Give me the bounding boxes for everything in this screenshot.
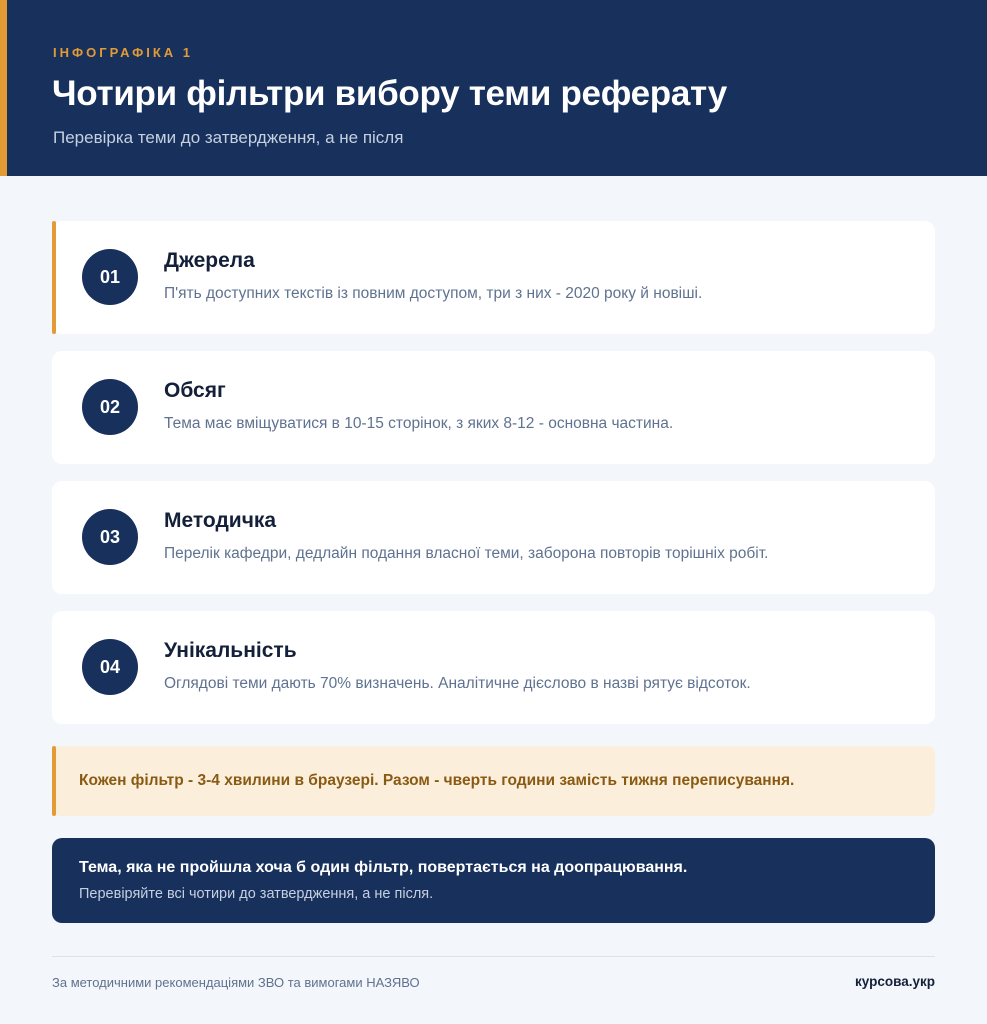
step-number-badge: 02 bbox=[82, 379, 138, 435]
filter-card-title: Унікальність bbox=[164, 639, 297, 662]
filter-card-description: Оглядові теми дають 70% визначень. Аналітичне дієслово в назві рятує відсоток. bbox=[164, 675, 751, 692]
filter-card-title: Обсяг bbox=[164, 379, 226, 402]
step-number-badge: 03 bbox=[82, 509, 138, 565]
header-banner bbox=[0, 0, 987, 176]
filter-card-guidelines bbox=[52, 481, 935, 594]
time-note-box bbox=[52, 746, 935, 816]
footer-brand: курсова.укр bbox=[855, 974, 935, 989]
footer-divider bbox=[52, 956, 935, 957]
header-kicker: ІНФОГРАФІКА 1 bbox=[53, 45, 194, 60]
filter-card-description: Перелік кафедри, дедлайн подання власної теми, заборона повторів торішніх робіт. bbox=[164, 545, 769, 562]
time-note-text: Кожен фільтр - 3-4 хвилини в браузері. Разом - чверть години замість тижня переписування. bbox=[79, 772, 795, 789]
page-subtitle: Перевірка теми до затвердження, а не після bbox=[53, 128, 404, 147]
callout-title: Тема, яка не пройшла хоча б один фільтр, повертається на доопрацювання. bbox=[79, 859, 688, 876]
summary-callout bbox=[52, 838, 935, 923]
filter-card-description: П'ять доступних текстів із повним доступом, три з них - 2020 року й новіші. bbox=[164, 285, 703, 302]
step-number-badge: 04 bbox=[82, 639, 138, 695]
filter-card-uniqueness bbox=[52, 611, 935, 724]
page-title: Чотири фільтри вибору теми реферату bbox=[52, 74, 727, 113]
filter-card-sources bbox=[52, 221, 935, 334]
filter-card-title: Джерела bbox=[164, 249, 255, 272]
header-accent-bar bbox=[0, 0, 7, 176]
filter-card-title: Методичка bbox=[164, 509, 277, 532]
filter-card-volume bbox=[52, 351, 935, 464]
filter-card-description: Тема має вміщуватися в 10-15 сторінок, з яких 8-12 - основна частина. bbox=[164, 415, 674, 432]
step-number-badge: 01 bbox=[82, 249, 138, 305]
callout-subtitle: Перевіряйте всі чотири до затвердження, а не після. bbox=[79, 886, 434, 902]
footer-source: За методичними рекомендаціями ЗВО та вимогами НАЗЯВО bbox=[52, 975, 420, 990]
